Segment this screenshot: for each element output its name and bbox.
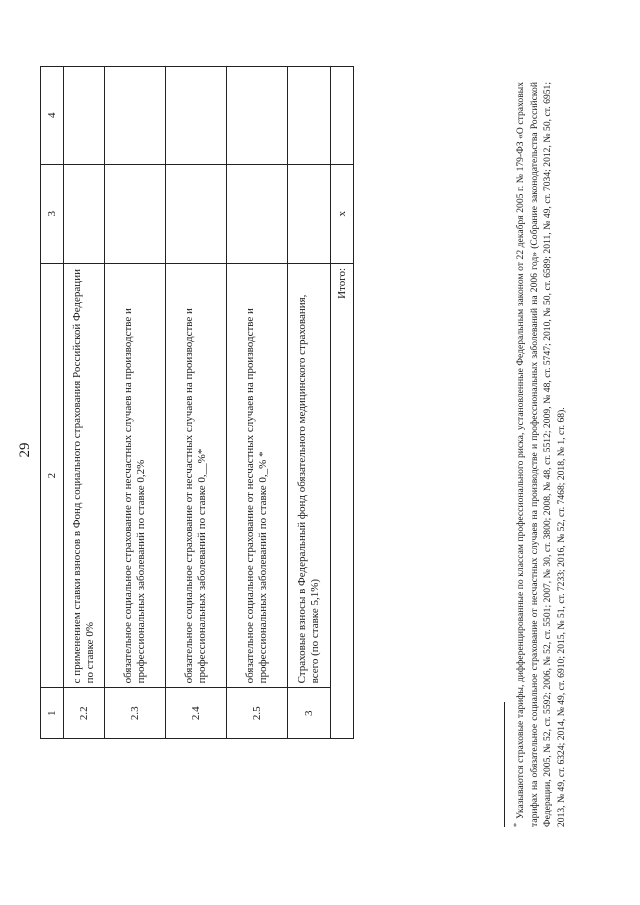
row-col4	[64, 67, 105, 165]
table-row	[166, 67, 227, 739]
row-number: 2.5	[227, 688, 288, 739]
footnote-divider	[504, 702, 505, 827]
table-header-row	[41, 67, 64, 739]
table-row	[227, 67, 288, 739]
total-label: Итого:	[331, 263, 354, 738]
page-number: 29	[17, 442, 33, 458]
row-description: Страховые взносы в Федеральный фонд обязательного медицинского страхования, всего (по ставке 5,1%)	[288, 263, 331, 688]
row-description: обязательное социальное страхование от несчастных случаев на производстве и профессиональных заболеваний по ставке 0,__%*	[166, 263, 227, 688]
row-col4	[227, 67, 288, 165]
row-col3	[105, 164, 166, 263]
table-row	[288, 67, 331, 739]
row-description: обязательное социальное страхование от несчастных случаев на производстве и профессиональных заболеваний по ставке 0,2%	[105, 263, 166, 688]
row-description: обязательное социальное страхование от несчастных случаев на производстве и профессиональных заболеваний по ставке 0,_% *	[227, 263, 288, 688]
header-cell: 4	[41, 67, 64, 165]
row-description: с применением ставки взносов в Фонд социального страхования Российской Федерации по ставке 0%	[64, 263, 105, 688]
total-row	[331, 67, 354, 739]
row-number: 2.2	[64, 688, 105, 739]
table-row	[105, 67, 166, 739]
footnote	[510, 82, 568, 827]
row-col4	[166, 67, 227, 165]
row-col3	[288, 164, 331, 263]
row-col3	[227, 164, 288, 263]
row-number: 2.3	[105, 688, 166, 739]
row-number: 2.4	[166, 688, 227, 739]
row-col4	[288, 67, 331, 165]
footnote-text: Указываются страховые тарифы, дифференцированные по классам профессионального риска, установленные Федеральным законом от 22 декабря 2005 г. № 179-ФЗ «О страховых тарифах на обязательное социальное страхование от несчастных случаев на производстве и профессиональных заболеваний на 2006 год» (Собрание законодательства Российской Федерации, 2005, № 52, ст. 5592; 2006, № 52, ст. 5501; 2007, № 30, ст. 3800; 2008, № 48, ст. 5512; 2009, № 48, ст. 5747; 2010, № 50, ст. 6589; 2011, № 49, ст. 7034; 2012, № 50, ст. 6951; 2013, № 49, ст. 6324; 2014, № 49, ст. 6910; 2015, № 51, ст. 7233; 2016, № 52, ст. 7468; 2018, № 1, ст. 68).	[515, 82, 567, 827]
contributions-table	[40, 66, 354, 739]
footnote-mark: *	[512, 823, 521, 827]
total-col4	[331, 67, 354, 165]
header-cell: 3	[41, 164, 64, 263]
row-col3	[166, 164, 227, 263]
row-col4	[105, 67, 166, 165]
header-cell: 2	[41, 263, 64, 688]
header-cell: 1	[41, 688, 64, 739]
row-number: 3	[288, 688, 331, 739]
table-row	[64, 67, 105, 739]
row-col3	[64, 164, 105, 263]
total-col3: x	[331, 164, 354, 263]
